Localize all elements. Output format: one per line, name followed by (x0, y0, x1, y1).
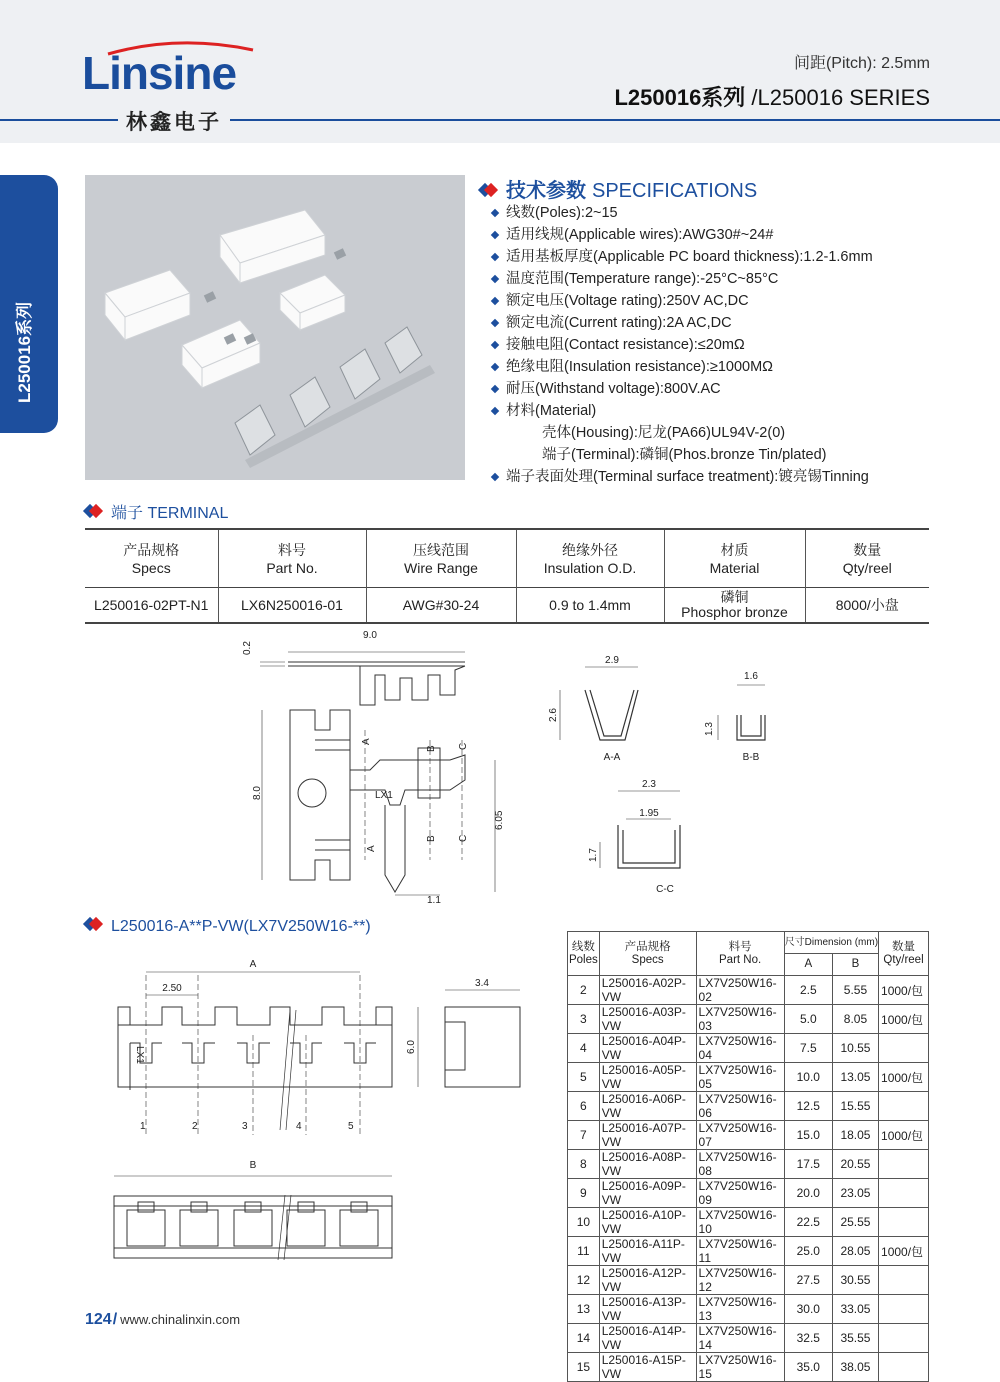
header-a: A (784, 954, 832, 976)
cell-specs: L250016-A11P-VW (599, 1237, 696, 1266)
terminal-strip-image (245, 365, 435, 468)
cell-poles: 3 (568, 1005, 600, 1034)
table-row (568, 1295, 929, 1324)
housing-5p-image (220, 210, 325, 283)
pin-3-label: 3 (242, 1121, 248, 1132)
spec-item: 温度范围(Temperature range):-25°C~85°C (492, 268, 873, 290)
cc-section-label: C-C (656, 884, 674, 895)
housing-3p-image (280, 275, 345, 330)
cell-specs: L250016-A06P-VW (599, 1092, 696, 1121)
side-tab-label: L250016系列 (15, 301, 34, 403)
cell-poles: 15 (568, 1353, 600, 1382)
terminal-section-label: 端子 TERMINAL (111, 505, 229, 522)
cell-a: 15.0 (784, 1121, 832, 1150)
section-a-top: A (361, 738, 372, 745)
cell-part-no: LX7V250W16-10 (696, 1208, 784, 1237)
cell-specs: L250016-A02P-VW (599, 976, 696, 1005)
cell-specs: L250016-A04P-VW (599, 1034, 696, 1063)
cell-qty: 1000/包 (879, 1005, 929, 1034)
terminal-table (85, 528, 929, 624)
series-title-rest: /L250016 SERIES (745, 85, 930, 110)
cell-qty (879, 1295, 929, 1324)
header-qty: 数量 Qty/reel (879, 932, 929, 976)
cell-qty (879, 1208, 929, 1237)
cell-part-no: LX7V250W16-15 (696, 1353, 784, 1382)
header-part-no: 料号 Part No. (696, 932, 784, 976)
bb-width-label: 1.6 (744, 671, 758, 682)
cell-a: 35.0 (784, 1353, 832, 1382)
product-photo-illustration (85, 175, 465, 480)
cell-poles: 9 (568, 1179, 600, 1208)
housing-section-title (85, 918, 371, 936)
dim-11-label: 1.1 (427, 895, 441, 906)
pin-1-label: 1 (140, 1121, 146, 1132)
spec-material-terminal: 端子(Terminal):磷铜(Phos.bronze Tin/plated) (542, 447, 827, 463)
cell-poles: 6 (568, 1092, 600, 1121)
cell-part-no: LX7V250W16-05 (696, 1063, 784, 1092)
spec-surface-treatment: 端子表面处理(Terminal surface treatment):镀亮锡Tinning (492, 466, 873, 488)
cell-specs: L250016-A07P-VW (599, 1121, 696, 1150)
cell-b: 28.05 (832, 1237, 878, 1266)
dimension-table-header (568, 932, 929, 954)
page-footer: 124/ www.chinalinxin.com (85, 1311, 241, 1328)
cell-a: 2.5 (784, 976, 832, 1005)
pitch-label: 间距(Pitch): 2.5mm (793, 55, 930, 72)
header-wire-range: 压线范围 Wire Range (366, 529, 516, 587)
cell-part-no: LX7V250W16-11 (696, 1237, 784, 1266)
cell-part-no: LX7V250W16-08 (696, 1150, 784, 1179)
cc-width-label: 2.3 (642, 779, 656, 790)
cell-b: 30.55 (832, 1266, 878, 1295)
aa-section-label: A-A (603, 752, 621, 763)
cell-b: 13.05 (832, 1063, 878, 1092)
aa-width-label: 2.9 (605, 655, 619, 666)
table-row (568, 1063, 929, 1092)
cc-inner-label: 1.95 (639, 808, 659, 819)
spec-item: 绝缘电阻(Insulation resistance):≥1000MΩ (492, 356, 873, 378)
housing-section-label: L250016-A**P-VW(LX7V250W16-**) (111, 918, 371, 935)
dim-605-label: 6.05 (494, 810, 505, 830)
spec-title-en: SPECIFICATIONS (592, 180, 758, 202)
cell-qty (879, 1324, 929, 1353)
cell-qty: 8000/小盘 (835, 596, 899, 613)
cell-qty: 1000/包 (879, 1063, 929, 1092)
cell-specs: L250016-A03P-VW (599, 1005, 696, 1034)
cell-qty: 1000/包 (879, 1237, 929, 1266)
brand-logo: Linsine (82, 47, 237, 99)
pin-5-label: 5 (348, 1121, 354, 1132)
cell-b: 20.55 (832, 1150, 878, 1179)
series-title (614, 81, 930, 112)
cell-qty: 1000/包 (879, 976, 929, 1005)
dim-height-label: 6.0 (406, 1040, 417, 1054)
header-qty: 数量 Qty/reel (842, 542, 892, 577)
dim-9-label: 9.0 (363, 630, 377, 641)
cc-height-label: 1.7 (588, 848, 599, 862)
cell-part-no: LX7V250W16-14 (696, 1324, 784, 1353)
terminal-drawing (240, 630, 710, 910)
terminal-section-title (85, 500, 228, 523)
cell-a: 32.5 (784, 1324, 832, 1353)
cell-qty (879, 1034, 929, 1063)
cell-poles: 4 (568, 1034, 600, 1063)
cell-poles: 2 (568, 976, 600, 1005)
table-row (568, 1179, 929, 1208)
section-a-bottom: A (366, 845, 377, 852)
header-poles: 线数 Poles (568, 932, 600, 976)
cell-specs: L250016-A15P-VW (599, 1353, 696, 1382)
cell-part-no: LX7V250W16-04 (696, 1034, 784, 1063)
section-b-bottom: B (426, 835, 437, 842)
header-specs: 产品规格 Specs (599, 932, 696, 976)
cell-a: 12.5 (784, 1092, 832, 1121)
dim-pitch-label: 2.50 (162, 983, 182, 994)
housing-3p-b-image (182, 320, 260, 388)
cell-a: 25.0 (784, 1237, 832, 1266)
cell-qty (879, 1092, 929, 1121)
spec-item: 耐压(Withstand voltage):800V.AC (492, 378, 873, 400)
cell-a: 20.0 (784, 1179, 832, 1208)
table-row (568, 1353, 929, 1382)
spec-item: 材料(Material) (492, 400, 873, 422)
cell-wire-range: AWG#30-24 (366, 587, 516, 623)
table-row (568, 1005, 929, 1034)
spec-list (492, 202, 873, 488)
section-c-top: C (458, 742, 469, 750)
cell-material: 磷铜 Phosphor bronze (664, 587, 805, 623)
cell-b: 35.55 (832, 1324, 878, 1353)
cell-b: 38.05 (832, 1353, 878, 1382)
cell-specs: L250016-A10P-VW (599, 1208, 696, 1237)
table-row (568, 1150, 929, 1179)
housing-drawing (100, 950, 530, 1280)
section-b-top: B (426, 745, 437, 752)
header-b: B (832, 954, 878, 976)
cell-part-no: LX7V250W16-13 (696, 1295, 784, 1324)
cell-specs: L250016-A08P-VW (599, 1150, 696, 1179)
cell-qty (879, 1179, 929, 1208)
dimension-table (567, 931, 929, 1382)
table-row (568, 1237, 929, 1266)
cell-poles: 7 (568, 1121, 600, 1150)
housing-lx-label: LX1 (134, 1046, 145, 1064)
terminal-table-header (85, 529, 929, 587)
cell-a: 10.0 (784, 1063, 832, 1092)
header-insulation-od: 绝缘外径 Insulation O.D. (516, 529, 664, 587)
dim-a-label: A (249, 959, 257, 970)
cell-b: 23.05 (832, 1179, 878, 1208)
cell-a: 30.0 (784, 1295, 832, 1324)
bb-section-label: B-B (742, 752, 760, 763)
cell-specs: L250016-A13P-VW (599, 1295, 696, 1324)
dim-b-label: B (249, 1160, 257, 1171)
cell-part-no: LX7V250W16-06 (696, 1092, 784, 1121)
cell-part-no: LX6N250016-01 (218, 587, 366, 623)
bb-height-label: 1.3 (704, 722, 715, 736)
table-row (568, 1034, 929, 1063)
header-part-no: 料号 Part No. (218, 529, 366, 587)
cell-poles: 8 (568, 1150, 600, 1179)
spec-item: 线数(Poles):2~15 (492, 202, 873, 224)
spec-material-housing: 壳体(Housing):尼龙(PA66)UL94V-2(0) (542, 425, 786, 441)
table-row (568, 1121, 929, 1150)
cell-od: 0.9 to 1.4mm (516, 587, 664, 623)
cell-specs: L250016-A14P-VW (599, 1324, 696, 1353)
table-row (568, 1208, 929, 1237)
cell-poles: 11 (568, 1237, 600, 1266)
section-c-bottom: C (458, 834, 469, 842)
cell-part-no: LX7V250W16-02 (696, 976, 784, 1005)
cell-b: 33.05 (832, 1295, 878, 1324)
cell-poles: 13 (568, 1295, 600, 1324)
cell-b: 8.05 (832, 1005, 878, 1034)
cell-poles: 10 (568, 1208, 600, 1237)
housing-4p-image (105, 270, 190, 340)
cell-a: 22.5 (784, 1208, 832, 1237)
cell-a: 5.0 (784, 1005, 832, 1034)
spec-item: 额定电流(Current rating):2A AC,DC (492, 312, 873, 334)
table-row (568, 976, 929, 1005)
cell-part-no: LX7V250W16-12 (696, 1266, 784, 1295)
spec-item: 接触电阻(Contact resistance):≤20mΩ (492, 334, 873, 356)
spec-item: 额定电压(Voltage rating):250V AC,DC (492, 290, 873, 312)
lx-label: LX1 (375, 790, 393, 801)
page-header (0, 0, 1000, 143)
website-url: www.chinalinxin.com (120, 1312, 241, 1327)
dim-8-label: 8.0 (252, 786, 263, 800)
table-row (568, 1266, 929, 1295)
cell-qty (879, 1150, 929, 1179)
header-dimension: 尺寸Dimension (mm) (784, 932, 878, 954)
series-title-bold: L250016系列 (614, 85, 746, 110)
header-specs: 产品规格 Specs (85, 529, 218, 587)
brand-name-cn: 林鑫电子 (118, 106, 230, 136)
cell-poles: 5 (568, 1063, 600, 1092)
cell-b: 15.55 (832, 1092, 878, 1121)
specifications-title (480, 174, 757, 203)
cell-b: 18.05 (832, 1121, 878, 1150)
cell-qty (879, 1353, 929, 1382)
spec-item: 适用线规(Applicable wires):AWG30#~24# (492, 224, 873, 246)
table-row (85, 587, 929, 623)
page-number: 124 (85, 1311, 112, 1328)
cell-qty (879, 1266, 929, 1295)
cell-b: 10.55 (832, 1034, 878, 1063)
cell-a: 27.5 (784, 1266, 832, 1295)
pin-2-label: 2 (192, 1121, 198, 1132)
bb-section-drawing (700, 660, 780, 770)
cell-b: 5.55 (832, 976, 878, 1005)
table-row (568, 1324, 929, 1353)
cell-specs: L250016-02PT-N1 (85, 587, 218, 623)
cell-part-no: LX7V250W16-03 (696, 1005, 784, 1034)
cell-b: 25.55 (832, 1208, 878, 1237)
dim-depth-label: 3.4 (475, 978, 489, 989)
cell-qty: 1000/包 (879, 1121, 929, 1150)
aa-height-label: 2.6 (548, 708, 559, 722)
cell-poles: 12 (568, 1266, 600, 1295)
cell-a: 17.5 (784, 1150, 832, 1179)
cell-specs: L250016-A09P-VW (599, 1179, 696, 1208)
cell-part-no: LX7V250W16-07 (696, 1121, 784, 1150)
table-row (568, 1092, 929, 1121)
spec-title-cn: 技术参数 (506, 180, 586, 202)
cell-poles: 14 (568, 1324, 600, 1353)
product-photo (85, 175, 465, 480)
pin-4-label: 4 (296, 1121, 302, 1132)
cell-a: 7.5 (784, 1034, 832, 1063)
cell-part-no: LX7V250W16-09 (696, 1179, 784, 1208)
cell-specs: L250016-A12P-VW (599, 1266, 696, 1295)
header-material: 材质 Material (664, 529, 805, 587)
side-series-tab (0, 175, 58, 433)
spec-item: 适用基板厚度(Applicable PC board thickness):1.2-1.6mm (492, 246, 873, 268)
dim-02-label: 0.2 (242, 641, 253, 655)
cell-specs: L250016-A05P-VW (599, 1063, 696, 1092)
